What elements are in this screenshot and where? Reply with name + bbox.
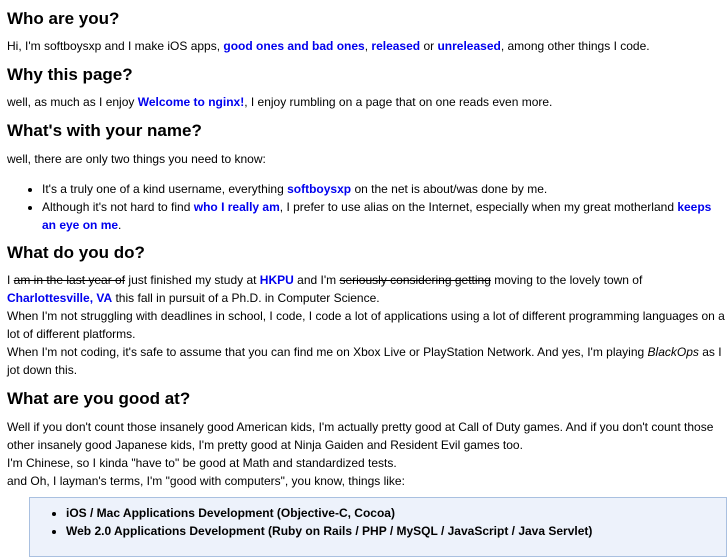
text: just finished my study at xyxy=(125,273,260,287)
link-who-i-really-am[interactable]: who I really am xyxy=(193,200,280,214)
link-welcome-to-nginx[interactable]: Welcome to nginx! xyxy=(137,95,245,109)
strikethrough-text: seriously considering getting xyxy=(339,273,491,287)
text: I xyxy=(7,273,14,287)
link-keeps-an-eye-on-me[interactable]: keeps an eye on me xyxy=(42,200,712,232)
text: It's a truly one of a kind username, everything xyxy=(42,182,288,196)
do-paragraph-2: When I'm not struggling with deadlines in school, I code, I code a lot of applications using a lot of different programming languages on a lot of different platforms. xyxy=(7,309,725,341)
text: on the net is about/was done by me. xyxy=(351,182,548,196)
good-paragraph-2: I'm Chinese, so I kinda "have to" be good at Math and standardized tests. xyxy=(7,456,397,470)
text: . xyxy=(118,218,122,232)
text: this fall in pursuit of a Ph.D. in Computer Science. xyxy=(112,291,380,305)
text: or xyxy=(420,39,438,53)
text: , among other things I code. xyxy=(500,39,650,53)
good-paragraph-1: Well if you don't count those insanely good American kids, I'm actually pretty good at Call of Duty games. And if you don't count those other insanely good Japanese kids, I'm pretty good at Ninja Gaiden and Resident Evil games too. xyxy=(7,420,714,452)
name-intro: well, there are only two things you need to know: xyxy=(7,152,266,166)
good-paragraph-3: and Oh, I layman's terms, I'm "good with computers", you know, things like: xyxy=(7,474,405,488)
skills-list xyxy=(30,504,726,540)
skills-box xyxy=(29,497,727,557)
skill-item: • Web 2.0 Applications Development (Ruby on Rails / PHP / MySQL / JavaScript / Java Servlet) xyxy=(66,522,726,540)
heading-what-do-you-do: What do you do? xyxy=(7,243,145,262)
text: moving to the lovely town of xyxy=(490,273,643,287)
page-content xyxy=(0,8,727,557)
skill-item: • iOS / Mac Applications Development (Objective-C, Cocoa) xyxy=(66,504,726,522)
heading-what-are-you-good-at: What are you good at? xyxy=(7,389,191,408)
link-unreleased[interactable]: unreleased xyxy=(437,39,501,53)
why-paragraph xyxy=(7,93,727,111)
heading-who-are-you: Who are you? xyxy=(7,9,120,28)
heading-why-this-page: Why this page? xyxy=(7,65,133,84)
text: , I enjoy rumbling on a page that on one reads even more. xyxy=(244,95,553,109)
list-item xyxy=(42,180,727,198)
list-item xyxy=(42,198,727,234)
text: , xyxy=(364,39,372,53)
text: Hi, I'm softboysxp and I make iOS apps, xyxy=(7,39,224,53)
link-hkpu[interactable]: HKPU xyxy=(259,273,294,287)
text: Although it's not hard to find xyxy=(42,200,194,214)
text: and I'm xyxy=(293,273,340,287)
text: well, as much as I enjoy xyxy=(7,95,138,109)
link-released[interactable]: released xyxy=(371,39,421,53)
link-charlottesville[interactable]: Charlottesville, VA xyxy=(7,291,113,305)
link-softboysxp[interactable]: softboysxp xyxy=(287,182,352,196)
heading-whats-with-your-name: What's with your name? xyxy=(7,121,202,140)
do-paragraph-3 xyxy=(7,343,727,379)
do-paragraph-1 xyxy=(7,271,727,307)
link-good-and-bad-ones[interactable]: good ones and bad ones xyxy=(223,39,365,53)
name-list xyxy=(7,180,727,234)
text: , I prefer to use alias on the Internet, especially when my great motherland xyxy=(279,200,678,214)
who-paragraph xyxy=(7,37,727,55)
text: as I jot down this. xyxy=(7,345,722,377)
text: When I'm not coding, it's safe to assume that you can find me on Xbox Live or PlayStation Network. And yes, I'm playing xyxy=(7,345,648,359)
strikethrough-text: am in the last year of xyxy=(13,273,126,287)
emphasis-blackops: BlackOps xyxy=(647,345,699,359)
